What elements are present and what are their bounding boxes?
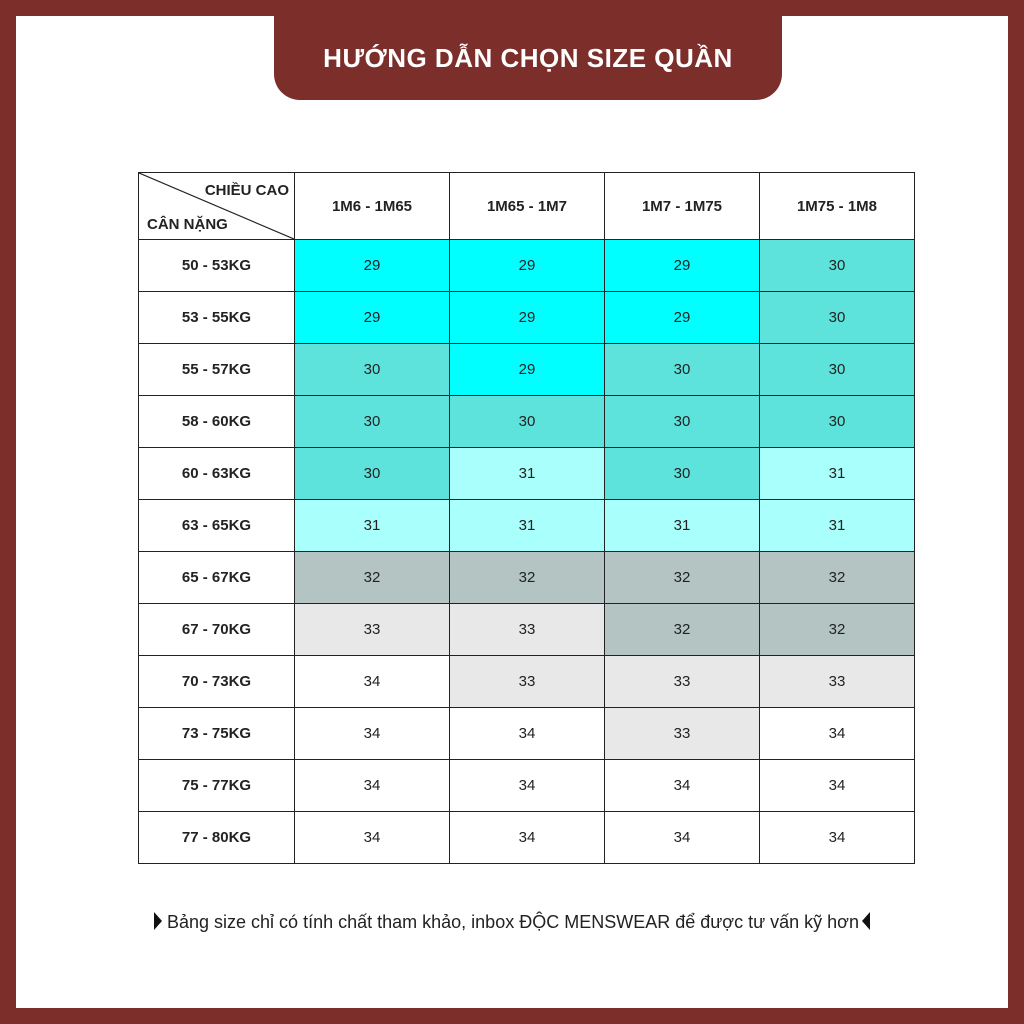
- table-row: [139, 240, 915, 292]
- weight-label-cell: 67 - 70KG: [139, 604, 295, 656]
- weight-label-cell: 55 - 57KG: [139, 344, 295, 396]
- size-cell: 32: [295, 552, 450, 604]
- weight-label-cell: 70 - 73KG: [139, 656, 295, 708]
- size-cell: 34: [760, 708, 915, 760]
- weight-label-cell: 65 - 67KG: [139, 552, 295, 604]
- size-table: [138, 172, 915, 864]
- size-cell: 34: [760, 812, 915, 864]
- column-header: 1M7 - 1M75: [605, 173, 760, 240]
- size-cell: 31: [605, 500, 760, 552]
- size-cell: 29: [450, 292, 605, 344]
- weight-label-cell: 60 - 63KG: [139, 448, 295, 500]
- size-cell: 33: [605, 656, 760, 708]
- column-header: 1M6 - 1M65: [295, 173, 450, 240]
- size-cell: 30: [295, 448, 450, 500]
- weight-axis-label: CÂN NẶNG: [147, 216, 228, 233]
- size-cell: 32: [605, 552, 760, 604]
- table-body: [139, 240, 915, 864]
- size-cell: 30: [605, 396, 760, 448]
- weight-label-cell: 58 - 60KG: [139, 396, 295, 448]
- size-cell: 30: [760, 240, 915, 292]
- table-row: [139, 812, 915, 864]
- table-row: [139, 708, 915, 760]
- size-guide-card: [16, 16, 1008, 1008]
- size-cell: 29: [295, 240, 450, 292]
- size-cell: 34: [605, 812, 760, 864]
- size-cell: 32: [760, 552, 915, 604]
- size-cell: 30: [450, 396, 605, 448]
- table-row: [139, 448, 915, 500]
- size-cell: 32: [605, 604, 760, 656]
- size-cell: 32: [760, 604, 915, 656]
- table-row: [139, 292, 915, 344]
- size-cell: 30: [760, 396, 915, 448]
- size-cell: 34: [605, 760, 760, 812]
- table-row: [139, 500, 915, 552]
- size-cell: 33: [450, 604, 605, 656]
- size-cell: 34: [295, 812, 450, 864]
- size-cell: 34: [295, 760, 450, 812]
- size-cell: 30: [605, 448, 760, 500]
- size-cell: 30: [760, 344, 915, 396]
- weight-label-cell: 75 - 77KG: [139, 760, 295, 812]
- column-header: 1M65 - 1M7: [450, 173, 605, 240]
- size-cell: 33: [760, 656, 915, 708]
- size-cell: 33: [605, 708, 760, 760]
- height-axis-label: CHIỀU CAO: [204, 182, 289, 199]
- triangle-right-icon: [154, 912, 162, 930]
- size-cell: 31: [450, 448, 605, 500]
- size-cell: 29: [295, 292, 450, 344]
- size-cell: 29: [450, 344, 605, 396]
- weight-label-cell: 50 - 53KG: [139, 240, 295, 292]
- weight-label-cell: 73 - 75KG: [139, 708, 295, 760]
- size-cell: 30: [605, 344, 760, 396]
- footnote: [16, 912, 1008, 933]
- table-row: [139, 344, 915, 396]
- corner-cell: [139, 173, 295, 240]
- table-row: [139, 604, 915, 656]
- table-row: [139, 760, 915, 812]
- size-cell: 34: [450, 708, 605, 760]
- page-title: HƯỚNG DẪN CHỌN SIZE QUẦN: [323, 42, 733, 73]
- table-row: [139, 396, 915, 448]
- table-row: [139, 656, 915, 708]
- size-cell: 30: [760, 292, 915, 344]
- size-cell: 34: [450, 760, 605, 812]
- size-cell: 34: [295, 656, 450, 708]
- size-cell: 34: [760, 760, 915, 812]
- size-cell: 29: [605, 292, 760, 344]
- size-cell: 33: [450, 656, 605, 708]
- size-cell: 31: [760, 448, 915, 500]
- size-cell: 31: [760, 500, 915, 552]
- size-cell: 29: [605, 240, 760, 292]
- size-cell: 34: [450, 812, 605, 864]
- title-banner: [274, 16, 782, 100]
- size-cell: 34: [295, 708, 450, 760]
- triangle-left-icon: [862, 912, 870, 930]
- weight-label-cell: 53 - 55KG: [139, 292, 295, 344]
- size-cell: 33: [295, 604, 450, 656]
- size-cell: 30: [295, 396, 450, 448]
- column-header: 1M75 - 1M8: [760, 173, 915, 240]
- size-cell: 31: [450, 500, 605, 552]
- size-cell: 29: [450, 240, 605, 292]
- table-row: [139, 552, 915, 604]
- size-cell: 32: [450, 552, 605, 604]
- size-cell: 31: [295, 500, 450, 552]
- table-header-row: [139, 173, 915, 240]
- weight-label-cell: 63 - 65KG: [139, 500, 295, 552]
- footnote-text: Bảng size chỉ có tính chất tham khảo, inbox ĐỘC MENSWEAR để được tư vấn kỹ hơn: [167, 912, 859, 932]
- size-cell: 30: [295, 344, 450, 396]
- weight-label-cell: 77 - 80KG: [139, 812, 295, 864]
